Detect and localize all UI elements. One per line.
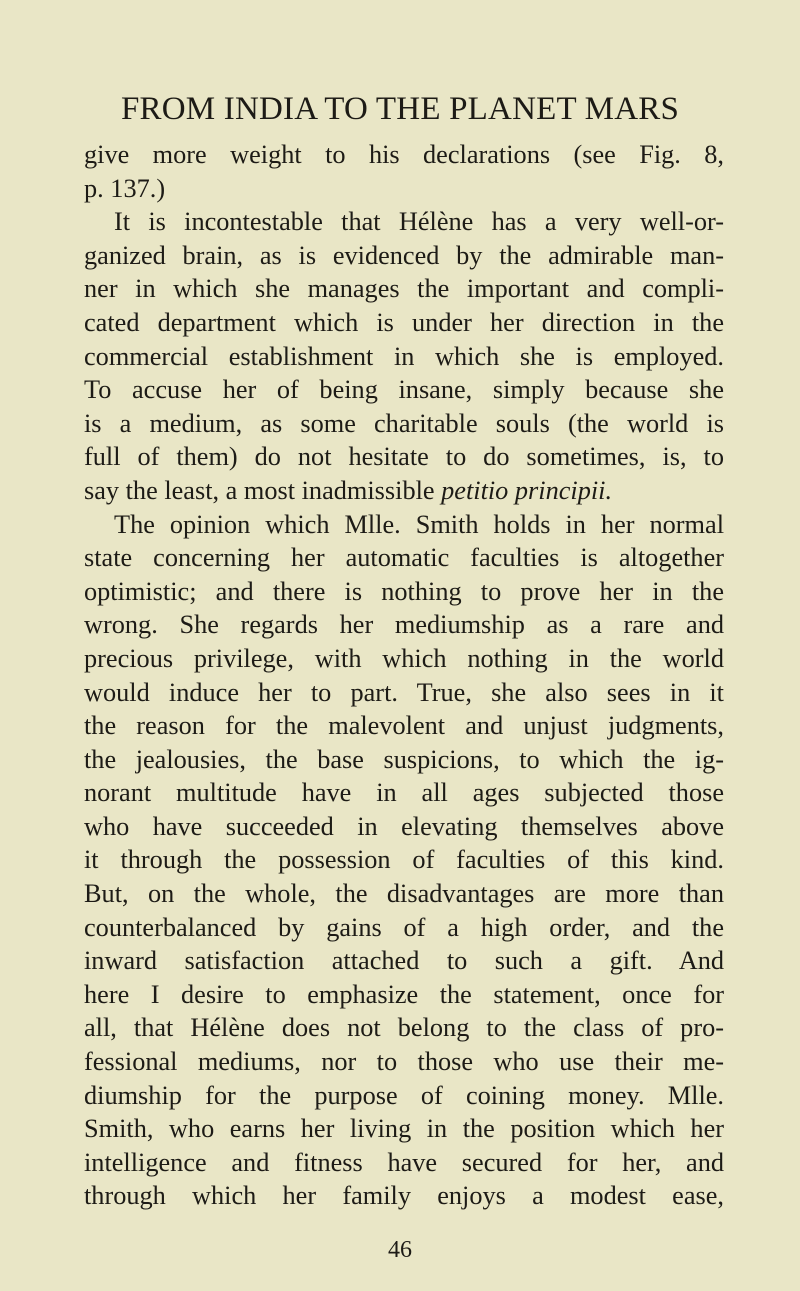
running-head: FROM INDIA TO THE PLANET MARS xyxy=(120,91,680,127)
text-line xyxy=(84,608,724,642)
text-line-content: counterbalanced by gains of a high order, and the xyxy=(84,912,724,942)
text-line xyxy=(84,776,724,810)
text-line-content: diumship for the purpose of coining money. Mlle. xyxy=(84,1080,724,1110)
text-line-content: say the least, a most inadmissible xyxy=(84,475,442,505)
text-line-content: through which her family enjoys a modest ease, xyxy=(84,1181,724,1211)
text-line-content: the jealousies, the base suspicions, to which the ig- xyxy=(84,744,724,774)
text-line-content: state concerning her automatic faculties is altogether xyxy=(84,543,724,573)
text-line xyxy=(84,575,724,609)
text-line-content: is a medium, as some charitable souls (the world is xyxy=(84,408,724,438)
text-line xyxy=(84,205,724,239)
text-line xyxy=(84,1179,724,1213)
text-line-content: fessional mediums, nor to those who use their me- xyxy=(84,1047,724,1077)
text-line-content: ner in which she manages the important and compli- xyxy=(84,274,724,304)
text-line-content: p. 137.) xyxy=(84,173,166,203)
text-line xyxy=(84,474,724,508)
text-line-content: It is incontestable that Hélène has a very well-or- xyxy=(114,207,724,237)
text-line-content: precious privilege, with which nothing in the world xyxy=(84,643,724,673)
text-line xyxy=(84,172,724,206)
text-line-content: cated department which is under her direction in the xyxy=(84,307,724,337)
text-line xyxy=(84,340,724,374)
text-line-content: here I desire to emphasize the statement, once for xyxy=(84,979,724,1009)
text-line-content: intelligence and fitness have secured for her, and xyxy=(84,1147,724,1177)
text-line xyxy=(84,272,724,306)
text-line-content: wrong. She regards her mediumship as a rare and xyxy=(84,610,724,640)
text-line xyxy=(84,642,724,676)
text-line-content: norant multitude have in all ages subjected those xyxy=(84,778,724,808)
text-line xyxy=(84,508,724,542)
text-line xyxy=(84,440,724,474)
text-line-content: give more weight to his declarations (see Fig. 8, xyxy=(84,140,724,169)
text-line xyxy=(84,306,724,340)
text-line-content: optimistic; and there is nothing to prove her in the xyxy=(84,576,724,606)
text-line xyxy=(84,541,724,575)
text-line xyxy=(84,877,724,911)
text-line xyxy=(84,1146,724,1180)
text-line-content: would induce her to part. True, she also sees in it xyxy=(84,677,724,707)
text-line-content: it through the possession of faculties of this kind. xyxy=(84,845,724,875)
text-line xyxy=(84,978,724,1012)
text-line-content: the reason for the malevolent and unjust judgments, xyxy=(84,711,724,741)
text-line xyxy=(84,843,724,877)
text-line-content: But, on the whole, the disadvantages are more than xyxy=(84,879,724,909)
text-line xyxy=(84,373,724,407)
text-line xyxy=(84,944,724,978)
text-line-content: The opinion which Mlle. Smith holds in her normal xyxy=(114,509,724,539)
text-line xyxy=(84,810,724,844)
text-line-content: ganized brain, as is evidenced by the admirable man- xyxy=(84,240,724,270)
page-number: 46 xyxy=(388,1237,412,1263)
text-line xyxy=(84,911,724,945)
text-line-content: who have succeeded in elevating themselves above xyxy=(84,811,724,841)
text-line xyxy=(84,138,724,172)
text-line xyxy=(84,709,724,743)
text-line-content: Smith, who earns her living in the position which her xyxy=(84,1114,724,1144)
italic-phrase: petitio principii. xyxy=(441,475,613,505)
text-line xyxy=(84,239,724,273)
text-line xyxy=(84,1079,724,1113)
body-text xyxy=(84,138,724,1213)
text-line xyxy=(84,743,724,777)
text-line xyxy=(84,407,724,441)
text-line xyxy=(84,1045,724,1079)
text-line-content: full of them) do not hesitate to do sometimes, is, to xyxy=(84,442,724,472)
text-line xyxy=(84,1112,724,1146)
text-line-content: commercial establishment in which she is employed. xyxy=(84,341,724,371)
text-line-content: inward satisfaction attached to such a gift. And xyxy=(84,946,724,976)
text-line xyxy=(84,1011,724,1045)
text-line xyxy=(84,676,724,710)
text-line-content: all, that Hélène does not belong to the class of pro- xyxy=(84,1013,724,1043)
text-line-content: To accuse her of being insane, simply because she xyxy=(84,375,724,405)
